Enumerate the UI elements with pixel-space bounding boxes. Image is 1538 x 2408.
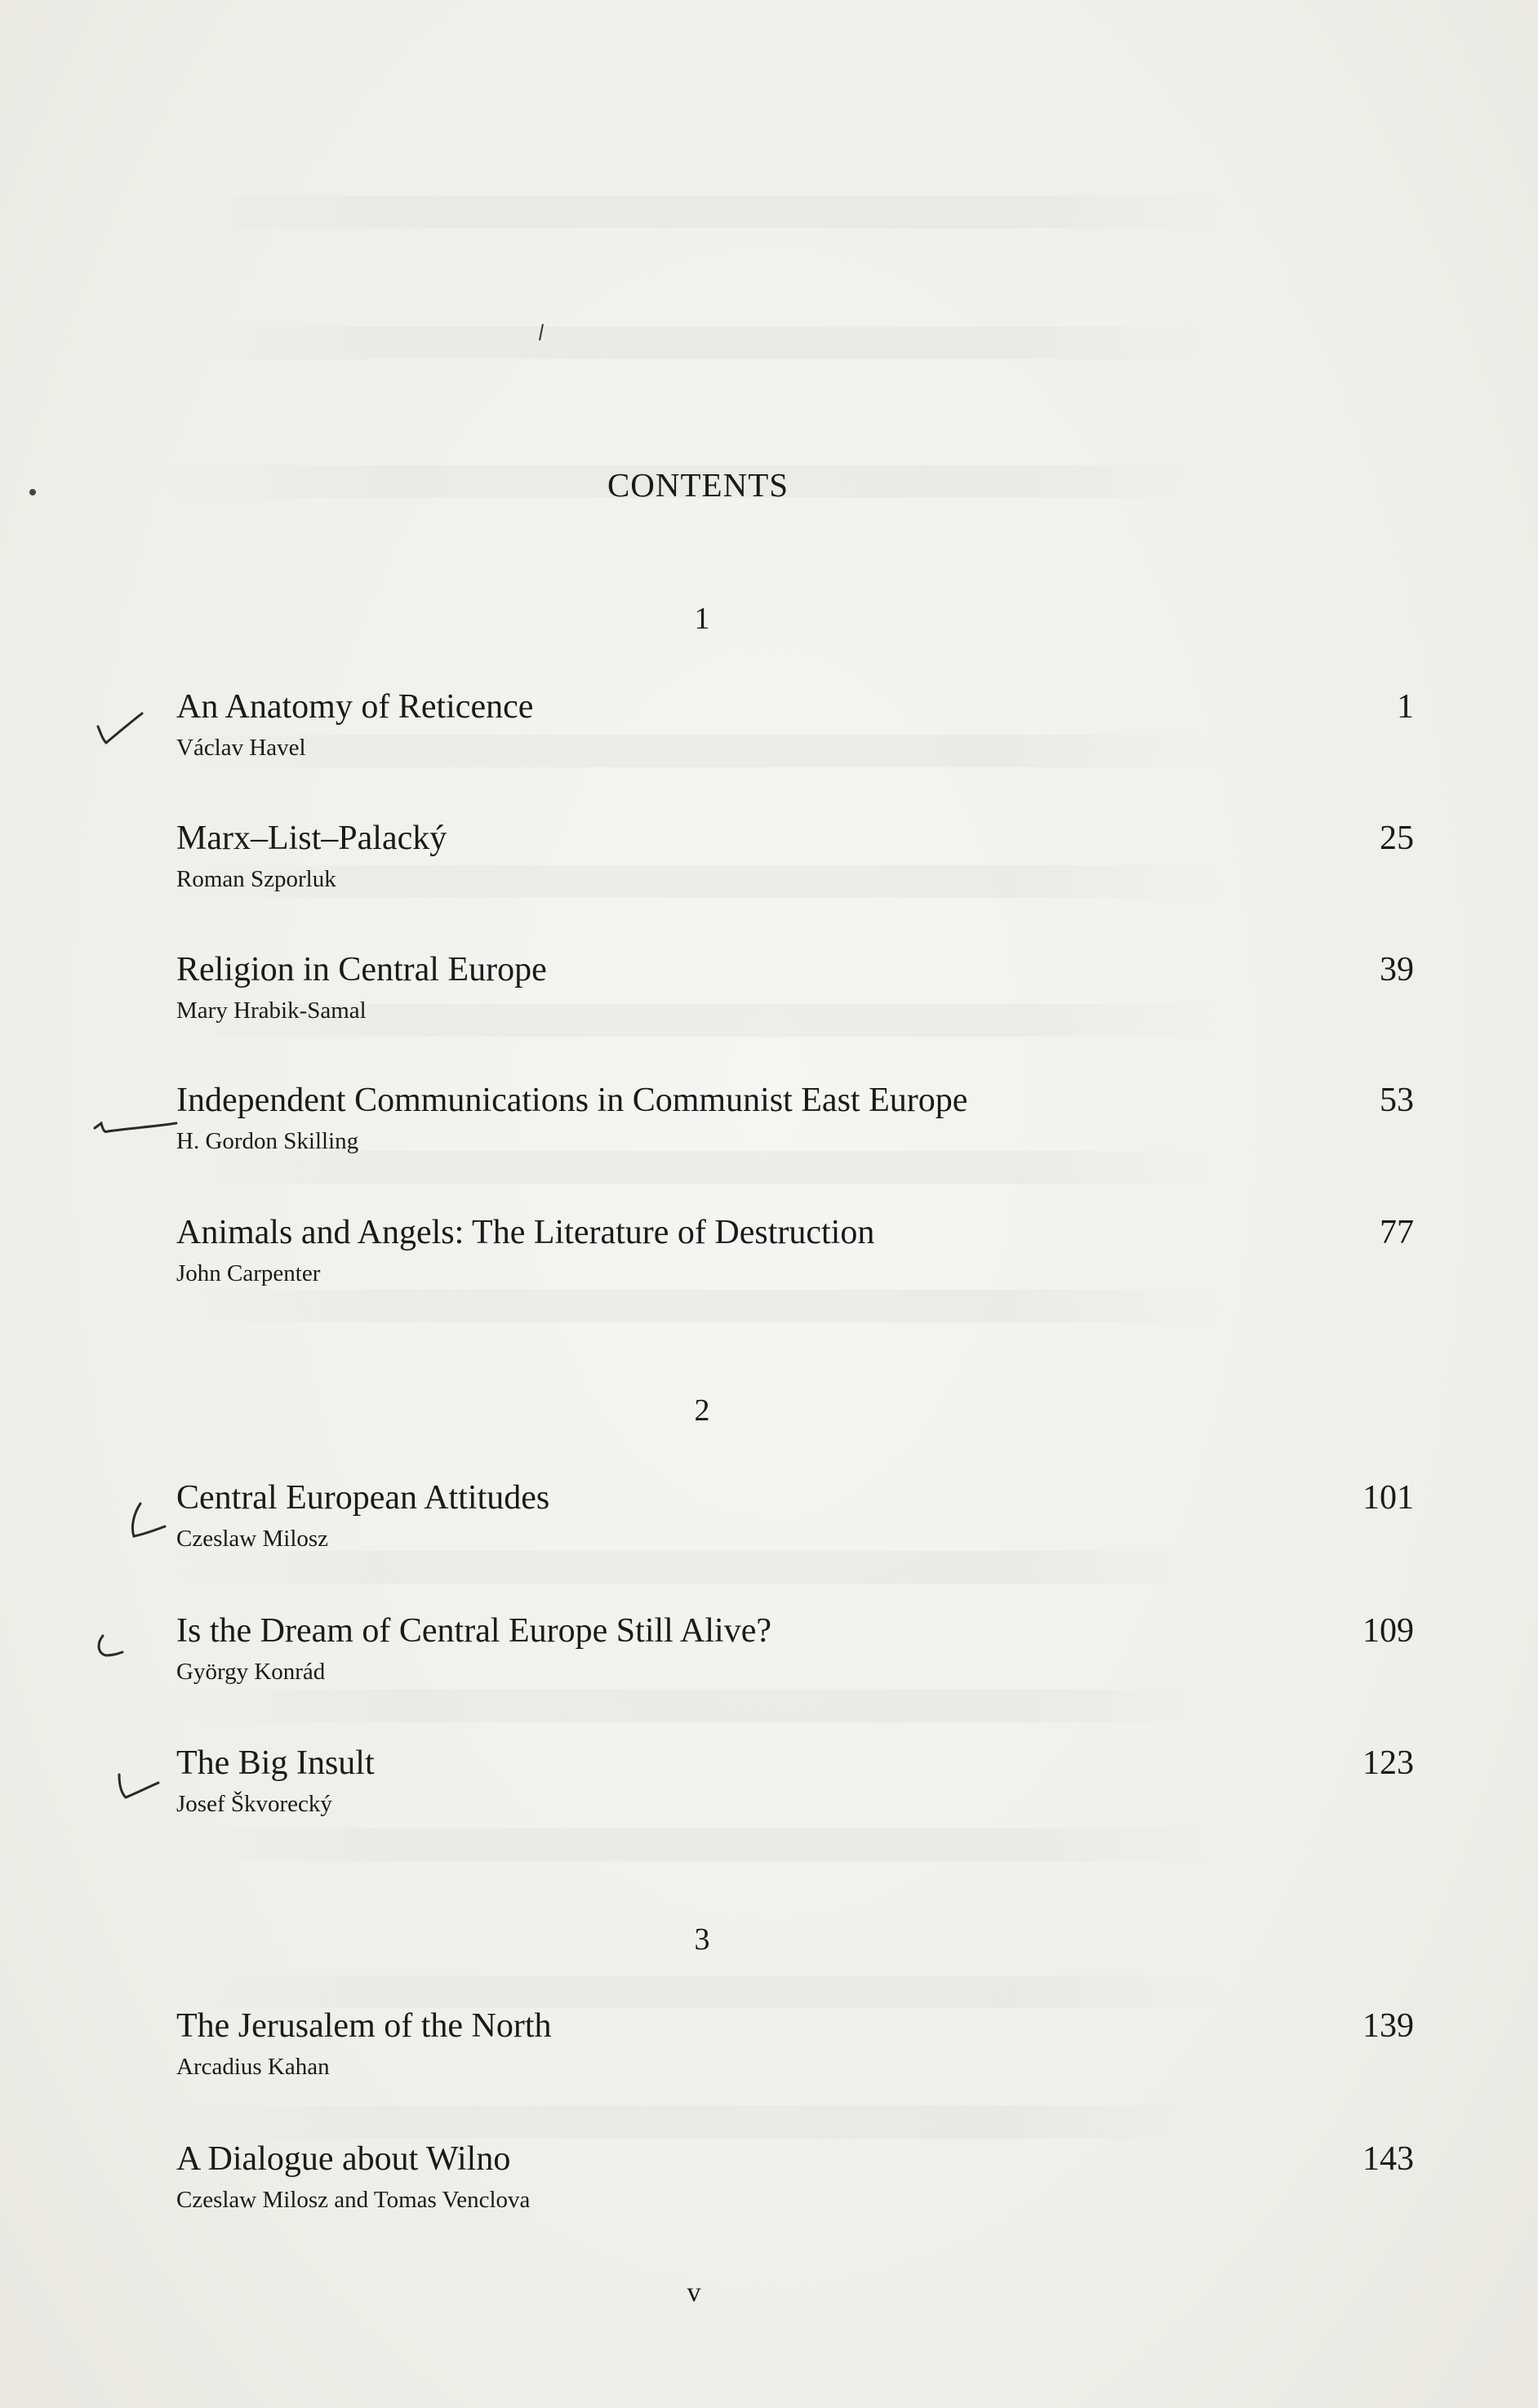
entry-author: Roman Szporluk [176, 866, 336, 892]
contents-heading: CONTENTS [607, 466, 789, 504]
toc-entry[interactable] [176, 2138, 1414, 2216]
entry-title: Central European Attitudes [176, 1479, 550, 1517]
entry-title: The Big Insult [176, 1744, 375, 1782]
entry-page-number: 25 [1380, 820, 1414, 857]
entry-page-number: 123 [1362, 1744, 1414, 1782]
entry-author: Czeslaw Milosz [176, 1526, 329, 1552]
handwritten-check-icon [90, 1099, 147, 1148]
entry-author: Mary Hrabik-Samal [176, 997, 367, 1024]
entry-title: Marx–List–Palacký [176, 820, 447, 857]
show-through-line [163, 1290, 1225, 1322]
show-through-line [163, 2106, 1225, 2139]
entry-author: H. Gordon Skilling [176, 1128, 359, 1154]
show-through-line [163, 327, 1225, 359]
entry-author: John Carpenter [176, 1260, 321, 1286]
show-through-line [163, 1551, 1225, 1584]
section-number: 3 [694, 1922, 710, 1957]
page-folio: v [687, 2277, 701, 2308]
entry-title: An Anatomy of Reticence [176, 688, 534, 726]
entry-title: Is the Dream of Central Europe Still Alive? [176, 1612, 771, 1650]
toc-entry[interactable] [176, 1742, 1414, 1820]
toc-entry[interactable] [176, 817, 1414, 895]
show-through-line [163, 1828, 1225, 1861]
handwritten-check-icon [111, 1766, 168, 1815]
toc-entry[interactable] [176, 1079, 1414, 1157]
entry-page-number: 53 [1380, 1082, 1414, 1119]
entry-page-number: 39 [1380, 951, 1414, 989]
section-number: 2 [694, 1393, 710, 1428]
toc-entry[interactable] [176, 1211, 1414, 1290]
show-through-line [163, 1975, 1225, 2008]
entry-author: György Konrád [176, 1659, 326, 1685]
entry-author: Arcadius Kahan [176, 2054, 330, 2080]
entry-author: Josef Škvorecký [176, 1791, 332, 1817]
entry-title: Religion in Central Europe [176, 951, 547, 989]
entry-page-number: 101 [1362, 1479, 1414, 1517]
entry-title: Animals and Angels: The Literature of Destruction [176, 1214, 875, 1251]
toc-entry[interactable] [176, 2005, 1414, 2083]
show-through-line [163, 1690, 1225, 1722]
show-through-line [163, 196, 1225, 229]
pencil-mark-icon [537, 322, 545, 346]
toc-entry[interactable] [176, 1477, 1414, 1555]
entry-title: A Dialogue about Wilno [176, 2140, 511, 2178]
toc-entry[interactable] [176, 949, 1414, 1027]
entry-page-number: 77 [1380, 1214, 1414, 1251]
entry-page-number: 139 [1362, 2007, 1414, 2045]
entry-author: Václav Havel [176, 735, 306, 761]
entry-author: Czeslaw Milosz and Tomas Venclova [176, 2187, 531, 2213]
entry-title: Independent Communications in Communist East Europe [176, 1082, 968, 1119]
toc-entry[interactable] [176, 686, 1414, 764]
entry-page-number: 143 [1362, 2140, 1414, 2178]
entry-title: The Jerusalem of the North [176, 2007, 552, 2045]
handwritten-check-icon [122, 1499, 180, 1548]
handwritten-check-icon [91, 707, 149, 756]
toc-entry[interactable] [176, 1610, 1414, 1688]
handwritten-check-icon [91, 1629, 149, 1678]
section-number: 1 [694, 602, 710, 636]
entry-page-number: 109 [1362, 1612, 1414, 1650]
entry-page-number: 1 [1397, 688, 1414, 726]
